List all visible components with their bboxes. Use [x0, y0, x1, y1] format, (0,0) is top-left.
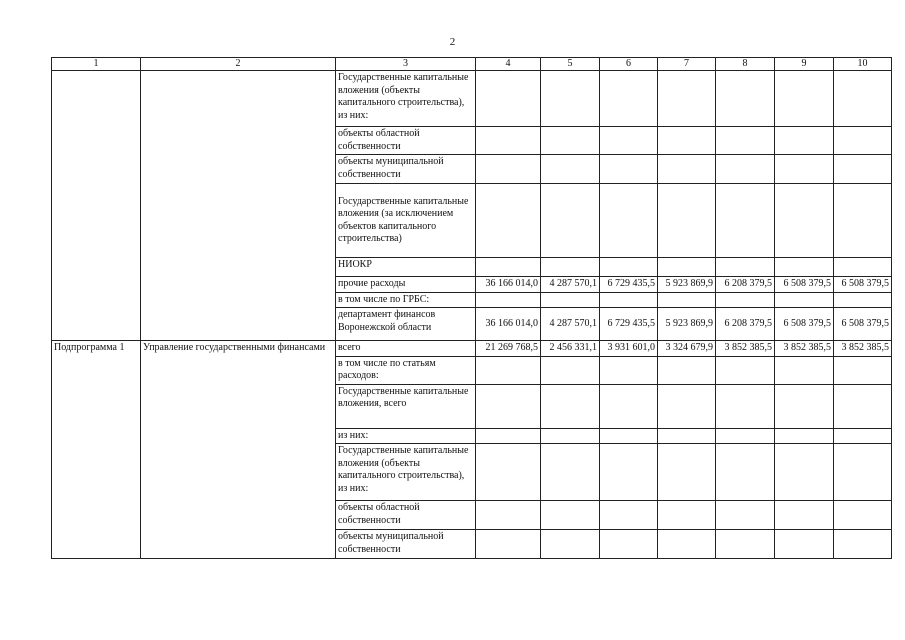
- value-cell: [775, 155, 834, 184]
- value-cell: [716, 292, 775, 308]
- value-cell: [541, 292, 600, 308]
- value-cell: 4 287 570,1: [541, 308, 600, 341]
- value-cell: [658, 184, 716, 258]
- value-cell: [658, 292, 716, 308]
- value-cell: [658, 501, 716, 530]
- value-cell: [716, 428, 775, 444]
- value-cell: [541, 428, 600, 444]
- value-cell: 6 729 435,5: [600, 308, 658, 341]
- page-number: 2: [449, 36, 456, 48]
- value-cell: 3 852 385,5: [716, 341, 775, 357]
- value-cell: [541, 444, 600, 501]
- row-label: Государственные капитальные вложения (объекты капитального строительства), из них:: [336, 71, 476, 127]
- value-cell: [658, 530, 716, 559]
- value-cell: [775, 428, 834, 444]
- value-cell: [834, 155, 892, 184]
- value-cell: 6 508 379,5: [834, 277, 892, 293]
- column-number-row: [52, 58, 892, 71]
- value-cell: [658, 444, 716, 501]
- value-cell: [716, 184, 775, 258]
- value-cell: [541, 184, 600, 258]
- value-cell: [658, 356, 716, 384]
- value-cell: [476, 428, 541, 444]
- value-cell: [600, 184, 658, 258]
- value-cell: [716, 155, 775, 184]
- row-label: Государственные капитальные вложения (объекты капитального строительства), из них:: [336, 444, 476, 501]
- value-cell: [600, 292, 658, 308]
- value-cell: [658, 428, 716, 444]
- value-cell: [834, 384, 892, 428]
- value-cell: 6 508 379,5: [834, 308, 892, 341]
- value-cell: [775, 501, 834, 530]
- value-cell: [834, 501, 892, 530]
- value-cell: [541, 127, 600, 155]
- value-cell: [658, 155, 716, 184]
- header-cell: 7: [658, 58, 716, 71]
- value-cell: [658, 71, 716, 127]
- row-label: НИОКР: [336, 258, 476, 277]
- value-cell: [658, 384, 716, 428]
- row-label: Государственные капитальные вложения (за исключением объектов капитального строительства): [336, 184, 476, 258]
- header-cell: 3: [336, 58, 476, 71]
- row-label: в том числе по статьям расходов:: [336, 356, 476, 384]
- row-label: департамент финансов Воронежской области: [336, 308, 476, 341]
- value-cell: [600, 71, 658, 127]
- value-cell: [476, 155, 541, 184]
- table-row: [52, 71, 892, 127]
- header-cell: 9: [775, 58, 834, 71]
- program-name-cell-empty: [141, 71, 336, 341]
- value-cell: [600, 384, 658, 428]
- budget-table: [51, 57, 892, 559]
- row-label: объекты областной собственности: [336, 127, 476, 155]
- value-cell: [476, 292, 541, 308]
- row-label: Государственные капитальные вложения, всего: [336, 384, 476, 428]
- value-cell: 3 852 385,5: [775, 341, 834, 357]
- value-cell: [541, 530, 600, 559]
- subprogram-number-cell: Подпрограмма 1: [52, 341, 141, 559]
- value-cell: [834, 292, 892, 308]
- value-cell: 6 208 379,5: [716, 277, 775, 293]
- value-cell: 6 729 435,5: [600, 277, 658, 293]
- value-cell: [476, 258, 541, 277]
- value-cell: 36 166 014,0: [476, 308, 541, 341]
- value-cell: [716, 530, 775, 559]
- value-cell: [476, 356, 541, 384]
- value-cell: [716, 71, 775, 127]
- value-cell: [775, 384, 834, 428]
- header-cell: 4: [476, 58, 541, 71]
- row-label: объекты муниципальной собственности: [336, 530, 476, 559]
- value-cell: [476, 184, 541, 258]
- row-label: из них:: [336, 428, 476, 444]
- value-cell: [834, 444, 892, 501]
- row-label: объекты областной собственности: [336, 501, 476, 530]
- row-label: прочие расходы: [336, 277, 476, 293]
- value-cell: 21 269 768,5: [476, 341, 541, 357]
- value-cell: [775, 258, 834, 277]
- value-cell: [716, 384, 775, 428]
- value-cell: [775, 444, 834, 501]
- header-cell: 6: [600, 58, 658, 71]
- value-cell: [775, 127, 834, 155]
- header-cell: 5: [541, 58, 600, 71]
- value-cell: [775, 356, 834, 384]
- row-label: всего: [336, 341, 476, 357]
- value-cell: [716, 444, 775, 501]
- value-cell: [476, 501, 541, 530]
- value-cell: [775, 530, 834, 559]
- value-cell: [600, 127, 658, 155]
- value-cell: [775, 292, 834, 308]
- value-cell: [476, 127, 541, 155]
- value-cell: [541, 501, 600, 530]
- value-cell: [600, 444, 658, 501]
- value-cell: 4 287 570,1: [541, 277, 600, 293]
- value-cell: 3 852 385,5: [834, 341, 892, 357]
- value-cell: [600, 155, 658, 184]
- value-cell: [834, 356, 892, 384]
- value-cell: [476, 71, 541, 127]
- value-cell: [834, 127, 892, 155]
- value-cell: [775, 71, 834, 127]
- value-cell: [476, 530, 541, 559]
- value-cell: 5 923 869,9: [658, 308, 716, 341]
- header-cell: 10: [834, 58, 892, 71]
- value-cell: [476, 444, 541, 501]
- value-cell: 3 324 679,9: [658, 341, 716, 357]
- value-cell: [658, 258, 716, 277]
- value-cell: [834, 428, 892, 444]
- row-label: в том числе по ГРБС:: [336, 292, 476, 308]
- header-cell: 8: [716, 58, 775, 71]
- value-cell: [716, 127, 775, 155]
- value-cell: 36 166 014,0: [476, 277, 541, 293]
- value-cell: [716, 258, 775, 277]
- value-cell: [541, 155, 600, 184]
- program-cell-empty: [52, 71, 141, 341]
- value-cell: [834, 184, 892, 258]
- value-cell: [541, 384, 600, 428]
- value-cell: 5 923 869,9: [658, 277, 716, 293]
- value-cell: [775, 184, 834, 258]
- subprogram-name-cell: Управление государственными финансами: [141, 341, 336, 559]
- value-cell: [600, 428, 658, 444]
- value-cell: 6 508 379,5: [775, 277, 834, 293]
- value-cell: [476, 384, 541, 428]
- value-cell: 3 931 601,0: [600, 341, 658, 357]
- value-cell: [716, 501, 775, 530]
- value-cell: [658, 127, 716, 155]
- value-cell: [716, 356, 775, 384]
- table-row: [52, 341, 892, 357]
- value-cell: [600, 501, 658, 530]
- value-cell: [834, 530, 892, 559]
- header-cell: 1: [52, 58, 141, 71]
- value-cell: 2 456 331,1: [541, 341, 600, 357]
- value-cell: [834, 71, 892, 127]
- value-cell: [600, 258, 658, 277]
- value-cell: [834, 258, 892, 277]
- row-label: объекты муниципальной собственности: [336, 155, 476, 184]
- value-cell: [541, 356, 600, 384]
- value-cell: [600, 530, 658, 559]
- value-cell: 6 208 379,5: [716, 308, 775, 341]
- value-cell: 6 508 379,5: [775, 308, 834, 341]
- value-cell: [600, 356, 658, 384]
- value-cell: [541, 71, 600, 127]
- header-cell: 2: [141, 58, 336, 71]
- value-cell: [541, 258, 600, 277]
